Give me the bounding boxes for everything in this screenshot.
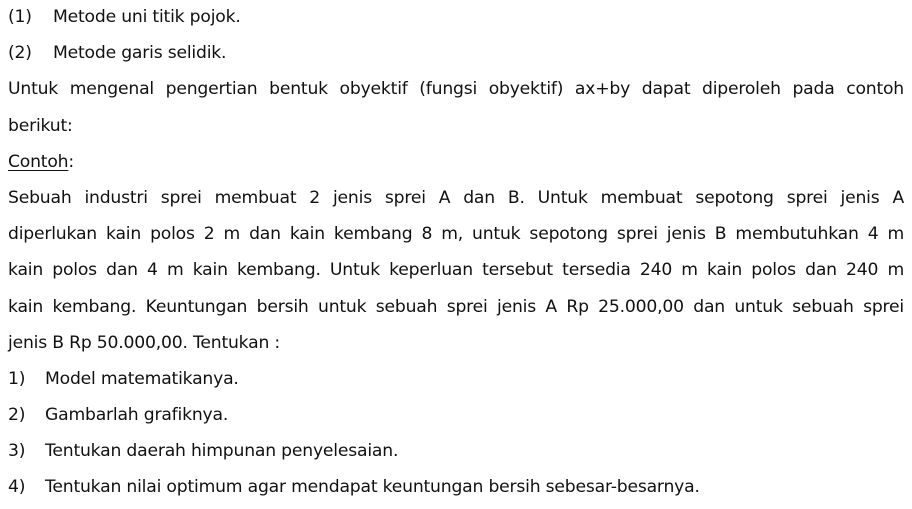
document-body <box>8 0 904 506</box>
intro-line-2: berikut: <box>8 115 73 136</box>
method-item-1 <box>8 0 904 35</box>
intro-line-1: Untuk mengenal pengertian bentuk obyektif (fungsi obyektif) ax+by dapat diperoleh pada contoh <box>8 79 904 100</box>
task-item-3 <box>8 433 904 469</box>
example-heading <box>8 144 904 180</box>
task-number: 3) <box>8 441 26 462</box>
problem-line-2: diperlukan kain polos 2 m dan kain kembang 8 m, untuk sepotong sprei jenis B membutuhkan 4 m <box>8 224 904 245</box>
method-item-2 <box>8 35 904 71</box>
task-text: Gambarlah grafiknya. <box>45 405 229 426</box>
method-text: Metode garis selidik. <box>53 43 227 64</box>
task-text: Tentukan daerah himpunan penyelesaian. <box>45 441 399 462</box>
task-number: 4) <box>8 477 26 498</box>
example-heading-text: Contoh <box>8 151 69 172</box>
problem-line-3: kain polos dan 4 m kain kembang. Untuk keperluan tersebut tersedia 240 m kain polos dan 240 m <box>8 260 904 281</box>
example-heading-colon: : <box>68 151 74 172</box>
problem-line-1: Sebuah industri sprei membuat 2 jenis sprei A dan B. Untuk membuat sepotong sprei jenis A <box>8 187 904 208</box>
problem-line-5: jenis B Rp 50.000,00. Tentukan : <box>8 332 281 353</box>
task-number: 2) <box>8 405 26 426</box>
task-text: Model matematikanya. <box>45 368 239 389</box>
method-number: (1) <box>8 7 32 27</box>
task-item-1 <box>8 361 904 397</box>
task-item-4 <box>8 469 904 505</box>
task-text: Tentukan nilai optimum agar mendapat keuntungan bersih sebesar-besarnya. <box>45 477 700 498</box>
task-item-2 <box>8 397 904 433</box>
method-text: Metode uni titik pojok. <box>53 7 241 27</box>
method-number: (2) <box>8 43 32 64</box>
problem-line-4: kain kembang. Keuntungan bersih untuk sebuah sprei jenis A Rp 25.000,00 dan untuk sebuah sprei <box>8 296 904 317</box>
task-number: 1) <box>8 368 26 389</box>
